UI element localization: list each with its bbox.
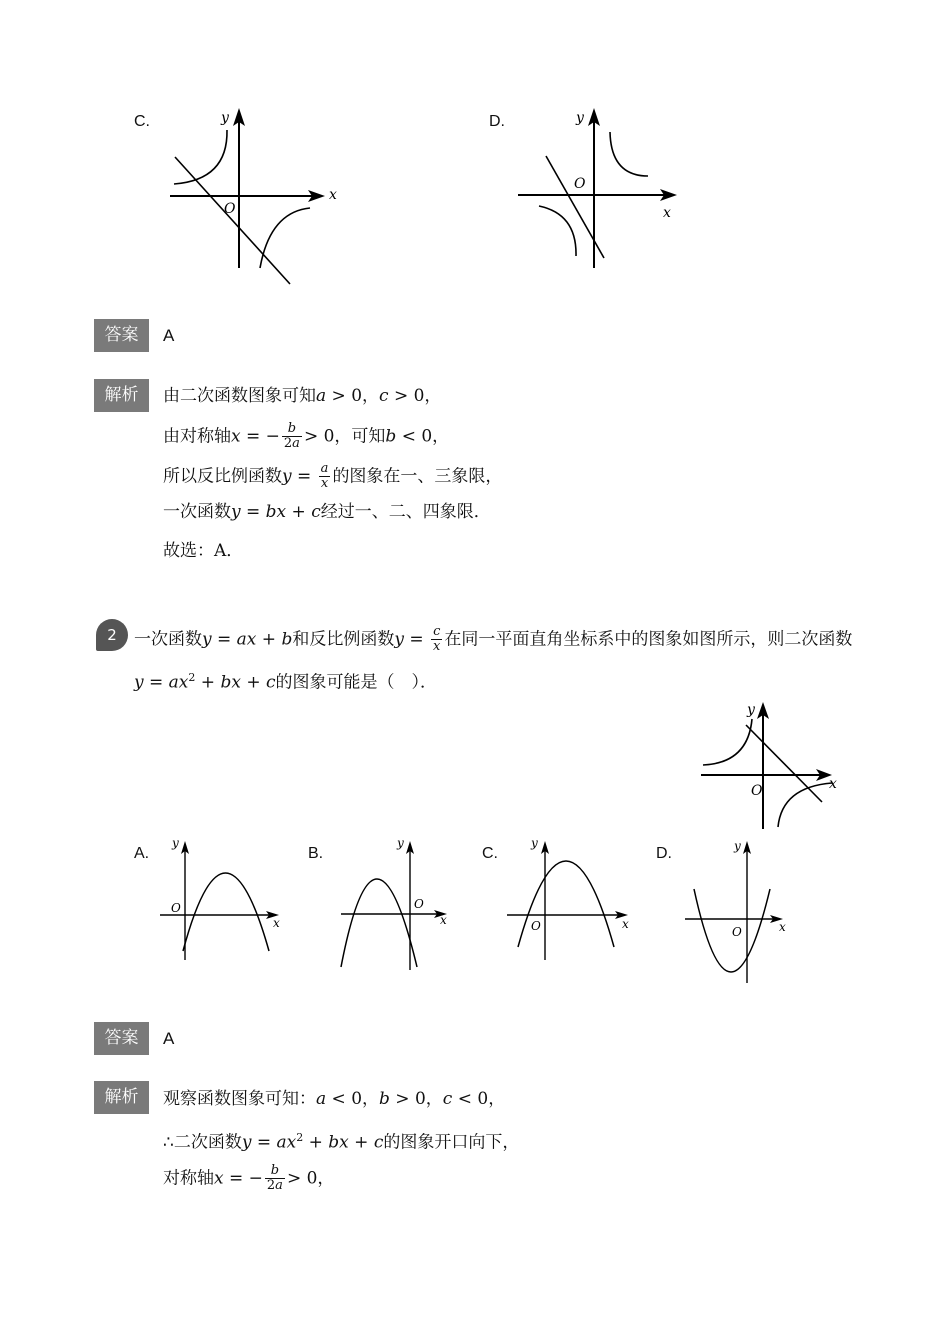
x-axis-label: x	[663, 205, 671, 221]
option-c-label: C.	[482, 845, 498, 862]
analysis-line: ∴二次函数$y = ax^2$ + bx + c的图象开口向下，	[163, 1131, 520, 1153]
y-axis-label: y	[221, 110, 229, 126]
analysis-line: 一次函数y = bx + c经过一、二、四象限．	[163, 502, 491, 522]
y-axis-label: y	[576, 110, 584, 126]
x-axis-label: x	[829, 776, 837, 792]
option-b-label: B.	[308, 845, 324, 862]
x-axis-label: x	[329, 187, 337, 203]
graph-q2-option-d	[680, 835, 815, 985]
hyperbola-branch	[539, 206, 576, 256]
option-a-label: A.	[134, 845, 150, 862]
origin-label: O	[224, 201, 236, 217]
graph-q2-option-a	[155, 835, 290, 965]
answer-badge: 答案	[94, 319, 149, 352]
origin-label: O	[751, 783, 763, 799]
hyperbola-branch	[610, 132, 648, 176]
graph-q2-option-c	[502, 835, 637, 965]
origin-label: O	[732, 925, 742, 939]
analysis-line: 观察函数图象可知：a < 0，b > 0，c < 0，	[163, 1089, 506, 1109]
hyperbola-branch	[778, 783, 832, 827]
origin-label: O	[171, 901, 181, 915]
hyperbola-branch	[174, 130, 227, 184]
question-stem-line2: $y = ax^2$ + bx + c的图象可能是（ ）．	[134, 671, 438, 693]
analysis-badge: 解析	[94, 1081, 149, 1114]
origin-label: O	[414, 897, 424, 911]
question-number-badge: 2	[96, 619, 128, 651]
answer-badge: 答案	[94, 1022, 149, 1055]
option-d-label: D.	[489, 113, 505, 130]
y-axis-label: y	[397, 836, 404, 850]
x-axis-label: x	[440, 913, 447, 927]
graph-option-c	[160, 100, 350, 290]
option-d-label: D.	[656, 845, 672, 862]
origin-label: O	[574, 176, 586, 192]
x-axis-label: x	[779, 920, 786, 934]
analysis-badge: 解析	[94, 379, 149, 412]
line-graph	[175, 157, 290, 284]
y-axis-label: y	[734, 839, 741, 853]
y-axis-label: y	[747, 702, 755, 718]
origin-label: O	[531, 919, 541, 933]
parabola	[518, 861, 614, 947]
x-axis-label: x	[622, 917, 629, 931]
parabola	[341, 879, 417, 967]
analysis-line: 所以反比例函数y = $\frac{a}{x}$ 的图象在一、三象限，	[163, 461, 503, 491]
graph-q2-option-b	[333, 835, 468, 970]
analysis-line: 对称轴x = − $\frac{b}{2a}$ > 0，	[163, 1163, 335, 1193]
analysis-line: 由对称轴x = − $\frac{b}{2a}$ > 0，可知b < 0，	[163, 421, 450, 451]
hyperbola-branch	[703, 719, 752, 765]
x-axis-label: x	[273, 916, 280, 930]
y-axis-label: y	[531, 836, 538, 850]
analysis-line: 故选：A．	[163, 541, 244, 561]
graph-option-d	[515, 100, 695, 275]
y-axis-label: y	[172, 836, 179, 850]
analysis-line: 由二次函数图象可知a > 0，c > 0，	[163, 386, 442, 406]
option-c-label: C.	[134, 113, 150, 130]
question-stem-line1: 一次函数y = ax + b和反比例函数y = $\frac{c}{x}$ 在同一平面直角坐标系中的图象如图所示，则二次函数	[134, 624, 853, 654]
parabola	[183, 873, 269, 951]
answer-value: A	[163, 1029, 175, 1048]
reference-graph	[698, 697, 848, 832]
answer-value: A	[163, 326, 175, 345]
